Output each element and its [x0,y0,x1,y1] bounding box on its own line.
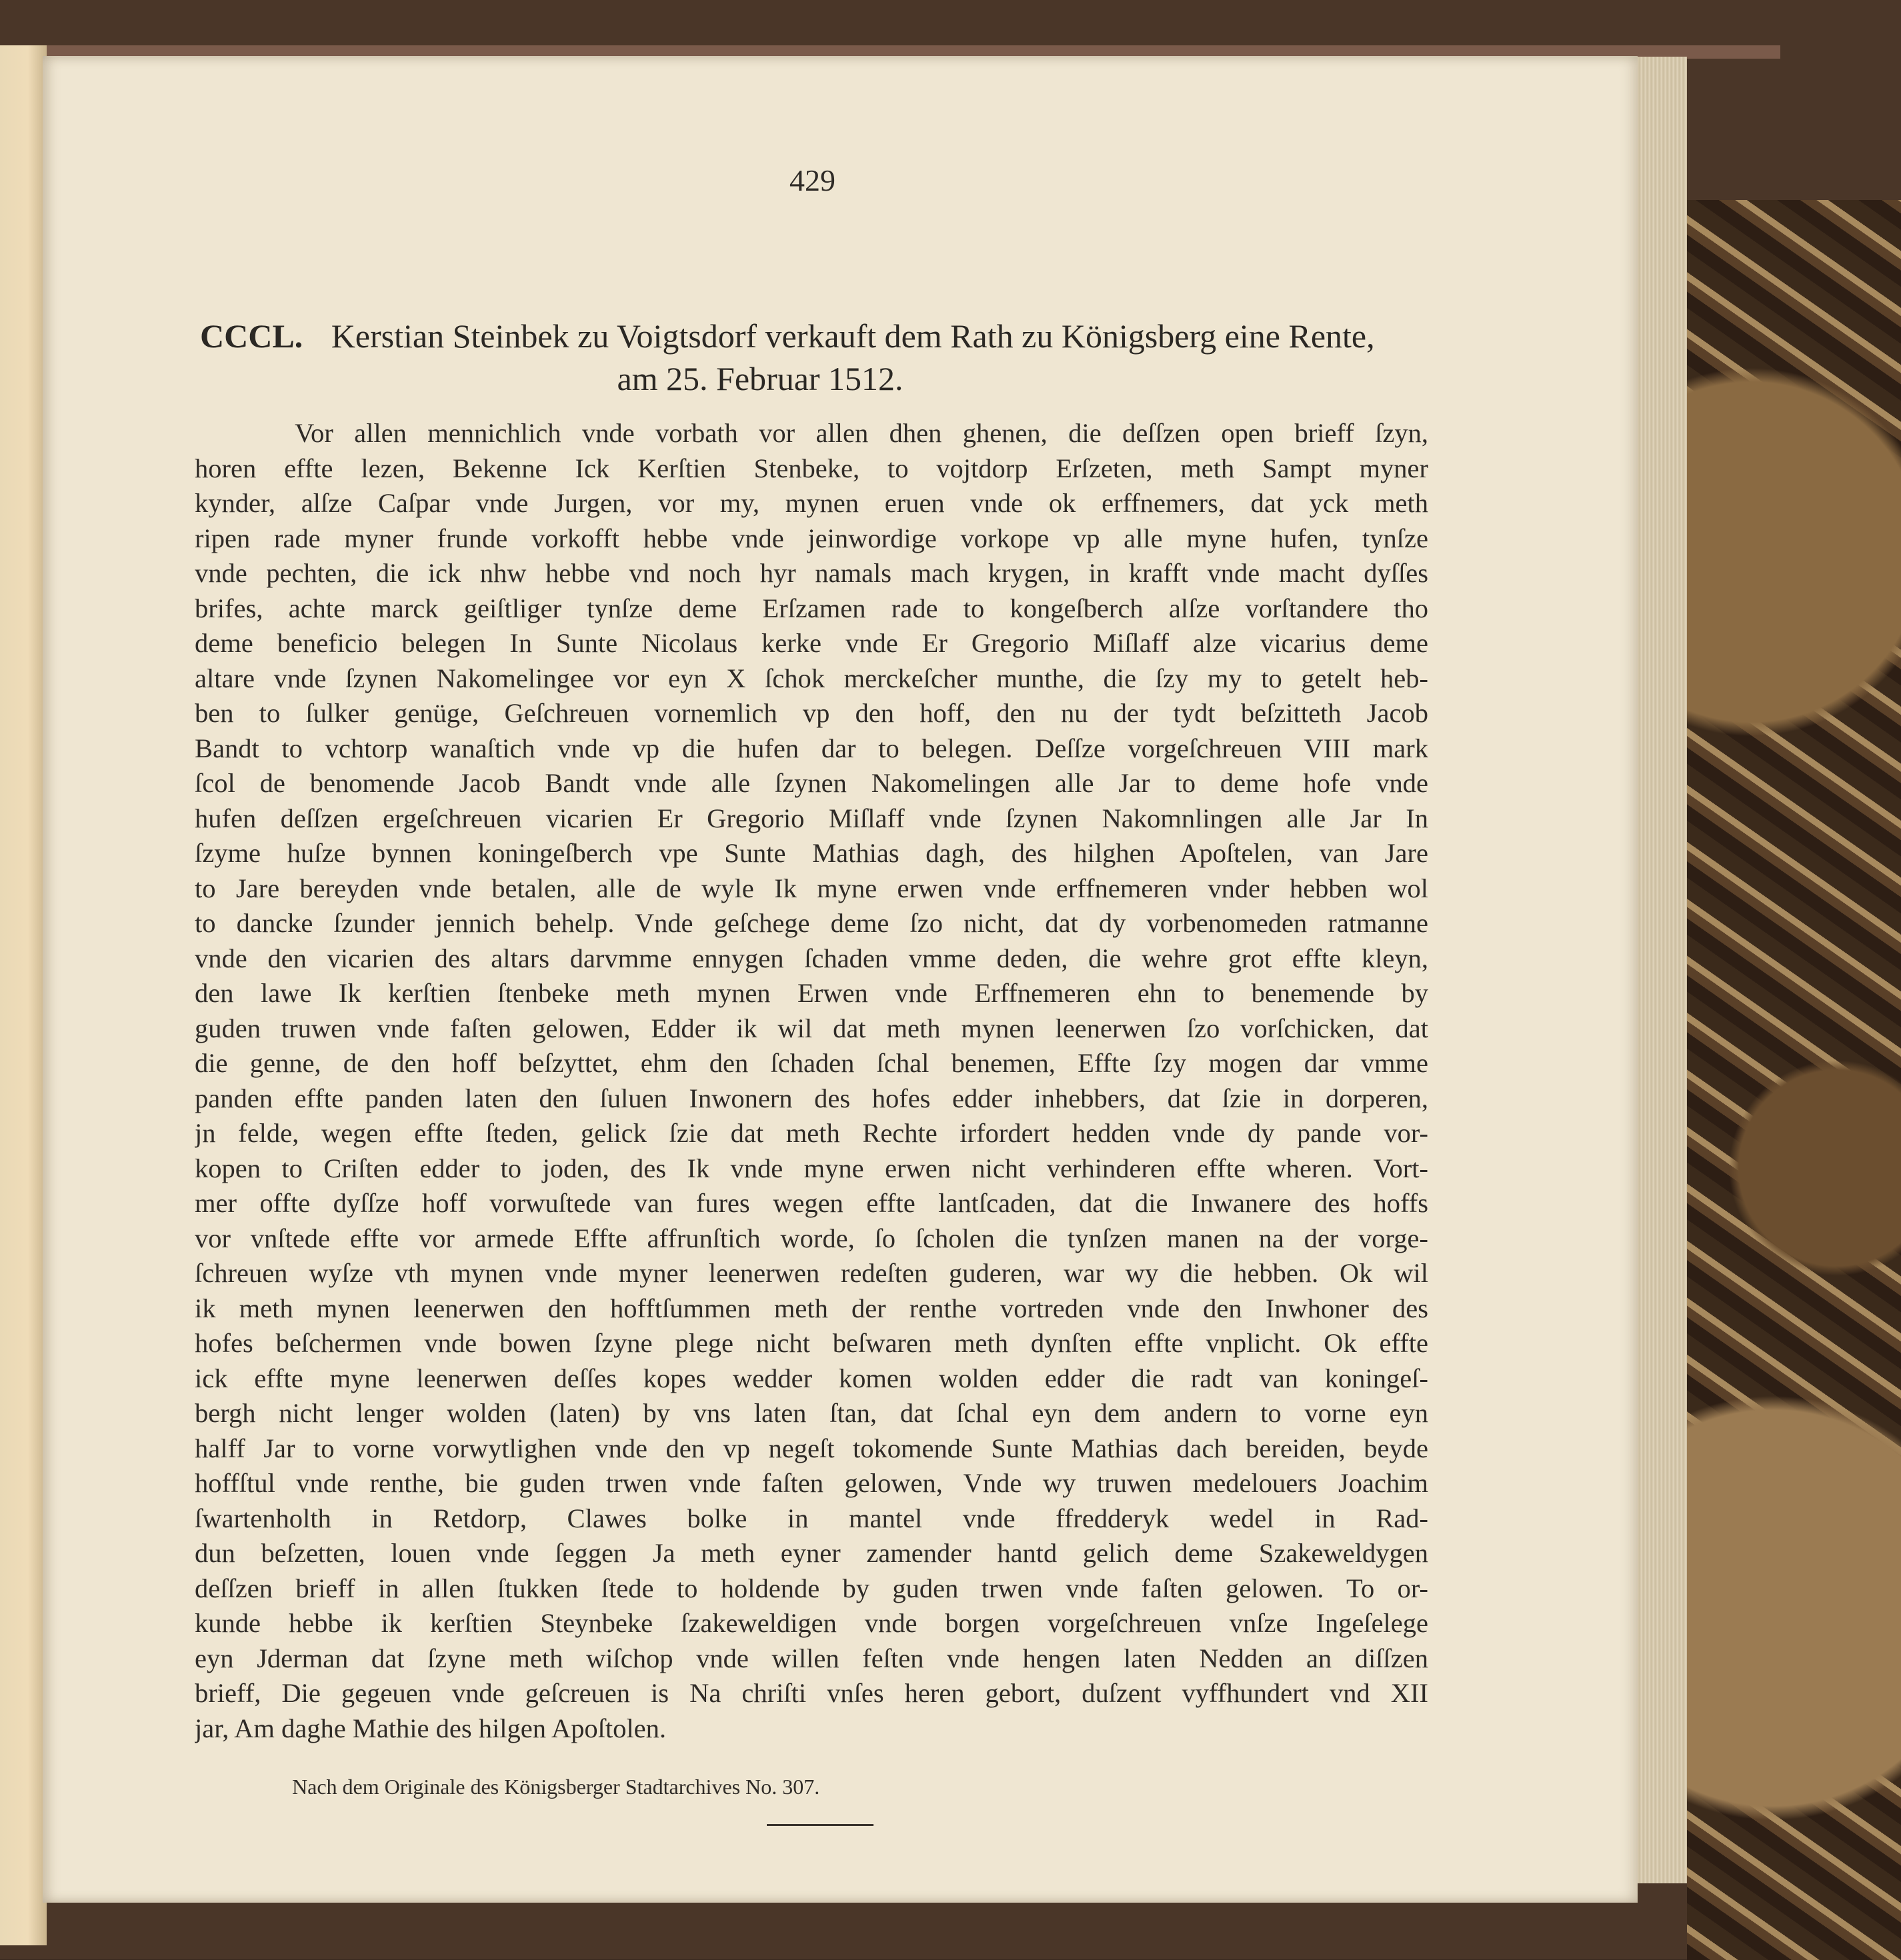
document-heading [200,315,1400,400]
heading-number: CCCL. [200,317,303,355]
body-line: kynder, alſze Caſpar vnde Jurgen, vor my, mynen eruen vnde ok erffnemers, dat yck meth [195,488,1428,518]
body-line: halff Jar to vorne vorwytlighen vnde den vp negeſt tokomende Sunte Mathias dach bereiden, beyde [195,1433,1428,1463]
body-line: ſzyme huſze bynnen koningeſberch vpe Sunte Mathias dagh, des hilghen Apoſtelen, van Jare [195,838,1428,868]
body-line: hoffſtul vnde renthe, bie guden trwen vnde faſten gelowen, Vnde wy truwen medelouers Joachim [195,1468,1428,1498]
body-line: vnde pechten, die ick nhw hebbe vnd noch hyr namals mach krygen, in krafft vnde macht dyſſes [195,558,1428,588]
body-line: mer offte dyſſze hoff vorwuſtede van fures wegen effte lantſcaden, dat die Inwanere des hoffs [195,1188,1428,1218]
body-line: den lawe Ik kerſtien ſtenbeke meth mynen Erwen vnde Erffnemeren ehn to benemende by [195,978,1428,1008]
left-page-edge [0,45,47,1945]
body-line: Vor allen mennichlich vnde vorbath vor allen dhen ghenen, die deſſzen open brieff ſzyn, [295,418,1428,448]
body-line: hofes beſchermen vnde bowen ſzyne plege nicht beſwaren meth dynſten effte vnplicht. Ok effte [195,1328,1428,1358]
body-line: kopen to Criſten edder to joden, des Ik vnde myne erwen nicht verhinderen effte wheren. Vort- [195,1153,1428,1183]
marbled-cover [1687,200,1901,1960]
body-line: ſchreuen wyſze vth mynen vnde myner leenerwen redeſten guderen, war wy die hebben. Ok wil [195,1258,1428,1288]
body-line: brifes, achte marck geiſtliger tynſze deme Erſzamen rade to kongeſberch alſze vorſtandere tho [195,593,1428,623]
body-line: vnde den vicarien des altars darvmme ennygen ſchaden vmme deden, die wehre grot effte kleyn, [195,943,1428,973]
end-rule [767,1824,873,1826]
body-line: deme beneficio belegen In Sunte Nicolaus kerke vnde Er Gregorio Miſlaff alze vicarius deme [195,628,1428,658]
page-number: 429 [789,163,835,197]
body-line: dun beſzetten, louen vnde ſeggen Ja meth eyner zamender hantd gelich deme Szakeweldygen [195,1538,1428,1568]
body-line: eyn Jderman dat ſzyne meth wiſchop vnde willen feſten vnde hengen laten Nedden an diſſzen [195,1643,1428,1673]
body-line: ripen rade myner frunde vorkofft hebbe vnde jeinwordige vorkope vp alle myne hufen, tynſze [195,523,1428,553]
body-line: altare vnde ſzynen Nakomelingee vor eyn X ſchok merckeſcher munthe, die ſzy my to getelt heb- [195,663,1428,693]
document-page [43,56,1638,1903]
body-line: panden effte panden laten den ſuluen Inwonern des hofes edder inhebbers, dat ſzie in dorperen, [195,1083,1428,1113]
body-line: to Jare bereyden vnde betalen, alle de wyle Ik myne erwen vnde erffnemeren vnder hebben wol [195,873,1428,903]
page-stack-edge [1634,57,1687,1883]
body-line: brieff, Die gegeuen vnde geſcreuen is Na chriſti vnſes heren gebort, duſzent vyffhundert vnd XII [195,1678,1428,1708]
body-line: kunde hebbe ik kerſtien Steynbeke ſzakeweldigen vnde borgen vorgeſchreuen vnſze Ingeſelege [195,1608,1428,1638]
body-line: ſcol de benomende Jacob Bandt vnde alle ſzynen Nakomelingen alle Jar to deme hofe vnde [195,768,1428,798]
body-line: bergh nicht lenger wolden (laten) by vns laten ſtan, dat ſchal eyn dem andern to vorne eyn [195,1398,1428,1428]
body-line: horen effte lezen, Bekenne Ick Kerſtien Stenbeke, to vojtdorp Erſzeten, meth Sampt myner [195,453,1428,483]
body-line: ik meth mynen leenerwen den hofftſummen meth der renthe vortreden vnde den Inwhoner des [195,1293,1428,1323]
body-line: guden truwen vnde faſten gelowen, Edder ik wil dat meth mynen leenerwen ſzo vorſchicken, dat [195,1013,1428,1043]
body-line: ben to ſulker genüge, Geſchreuen vornemlich vp den hoff, den nu der tydt beſzitteth Jacob [195,698,1428,728]
body-line: jn felde, wegen effte ſteden, gelick ſzie dat meth Rechte irfordert hedden vnde dy pande vor- [195,1118,1428,1148]
body-line: vor vnſtede effte vor armede Effte affrunſtich worde, ſo ſcholen die tynſzen manen na der vorge- [195,1223,1428,1253]
body-line: die genne, de den hoff beſzyttet, ehm den ſchaden ſchal benemen, Effte ſzy mogen dar vmme [195,1048,1428,1078]
heading-title-line1: Kerstian Steinbek zu Voigtsdorf verkauft dem Rath zu Königsberg eine Rente, [331,317,1375,355]
body-line: deſſzen brieff in allen ſtukken ſtede to holdende by guden trwen vnde faſten gelowen. To or- [195,1573,1428,1603]
heading-title-line2: am 25. Februar 1512. [617,360,903,397]
document-body [195,416,1428,1746]
body-line: ick effte myne leenerwen deſſes kopes wedder komen wolden edder die radt van koningeſ- [195,1363,1428,1393]
body-line: ſwartenholth in Retdorp, Clawes bolke in mantel vnde ffredderyk wedel in Rad- [195,1503,1428,1533]
body-line: jar, Am daghe Mathie des hilgen Apoſtolen. [195,1713,666,1743]
body-line: Bandt to vchtorp wanaſtich vnde vp die hufen dar to belegen. Deſſze vorgeſchreuen VIII mark [195,733,1428,763]
body-line: hufen deſſzen ergeſchreuen vicarien Er Gregorio Miſlaff vnde ſzynen Nakomnlingen alle Jar In [195,803,1428,833]
source-note: Nach dem Originale des Königsberger Stadtarchives No. 307. [292,1775,820,1799]
body-line: to dancke ſzunder jennich behelp. Vnde geſchege deme ſzo nicht, dat dy vorbenomeden ratmanne [195,908,1428,938]
